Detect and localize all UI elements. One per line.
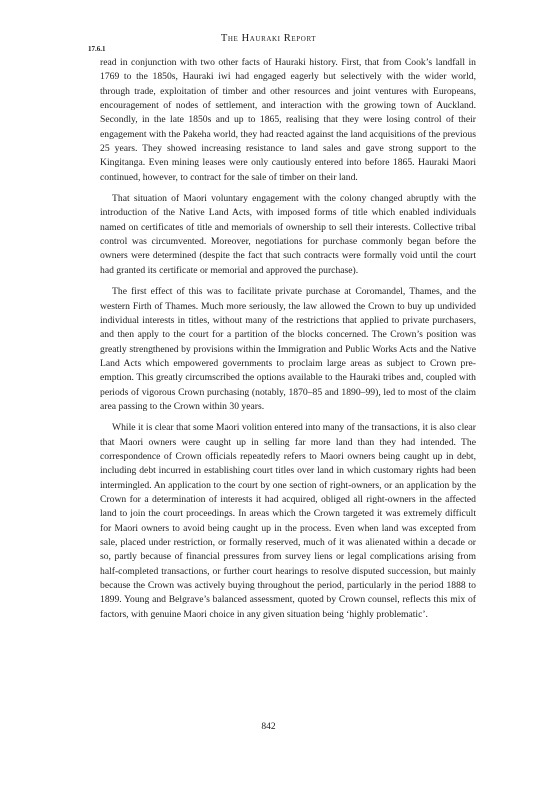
paragraph-2: That situation of Maori voluntary engagement with the colony changed abruptly with the introduction of the Native Land Acts, with imposed forms of title which enabled individuals named on certificates of title and memorials of ownership to sell their interests. Collective tribal control was circumvented. Moreover, negotiations for purchase commonly began before the owners were determined (despite the fact that such contracts were formally void until the court had granted its certificate or memorial and approved the purchase). bbox=[100, 193, 476, 276]
paragraph-3: The first effect of this was to facilitate private purchase at Coromandel, Thames, and the western Firth of Thames. Much more seriously, the law allowed the Crown to buy up undivided individual interests in titles, without many of the restrictions that applied to private purchasers, and then apply to the court for a partition of the blocks concerned. The Crown’s position was greatly strengthened by provisions within the Immigration and Public Works Acts and the Native Land Acts which empowered governments to proclaim large areas as subject to Crown pre-emption. This greatly circumscribed the options available to the Hauraki tribes and, coupled with periods of vigorous Crown purchasing (notably, 1870–85 and 1890–99), led to most of the claim area passing to the Crown within 30 years. bbox=[100, 286, 476, 412]
section-number: 17.6.1 bbox=[88, 45, 106, 53]
body-text bbox=[100, 56, 476, 629]
paragraph-1: read in conjunction with two other facts of Hauraki history. First, that from Cook’s landfall in 1769 to the 1850s, Hauraki iwi had engaged eagerly but selectively with the wider world, through trade, exploitation of timber and other resources and joint ventures with Europeans, encouragement of nodes of settlement, and interaction with the growing town of Auckland. Secondly, in the late 1850s and up to 1865, realising that they were losing control of their engagement with the Pakeha world, they had reacted against the land acquisitions of the previous 25 years. They showed increasing resistance to land sales and gave strong support to the Kingitanga. Even mining leases were only cautiously entered into before 1865. Hauraki Maori continued, however, to contract for the sale of timber on their land. bbox=[100, 57, 476, 183]
page-number: 842 bbox=[261, 722, 276, 732]
running-head: The Hauraki Report bbox=[220, 33, 317, 44]
paragraph-4: While it is clear that some Maori volition entered into many of the transactions, it is also clear that Maori owners were caught up in selling far more land than they had intended. The correspondence of Crown officials repeatedly refers to Maori owners being caught up in debt, including debt incurred in establishing court titles over land in which customary rights had been intermingled. An application to the court by one section of right-owners, or an application by the Crown for a determination of interests it had acquired, obliged all right-owners in the affected land to join the court proceedings. In areas which the Crown targeted it was extremely difficult for Maori owners to avoid being caught up in the process. Even when land was excepted from sale, placed under restriction, or formally reserved, much of it was alienated within a decade or so, partly because of financial pressures from survey liens or legal complications arising from half-completed transactions, or further court hearings to resolve disputed succession, but mainly because the Crown was actively buying throughout the period, particularly in the period 1888 to 1899. Young and Belgrave’s balanced assessment, quoted by Crown counsel, reflects this mix of factors, with genuine Maori choice in any given situation being ‘highly problematic’. bbox=[100, 422, 476, 620]
